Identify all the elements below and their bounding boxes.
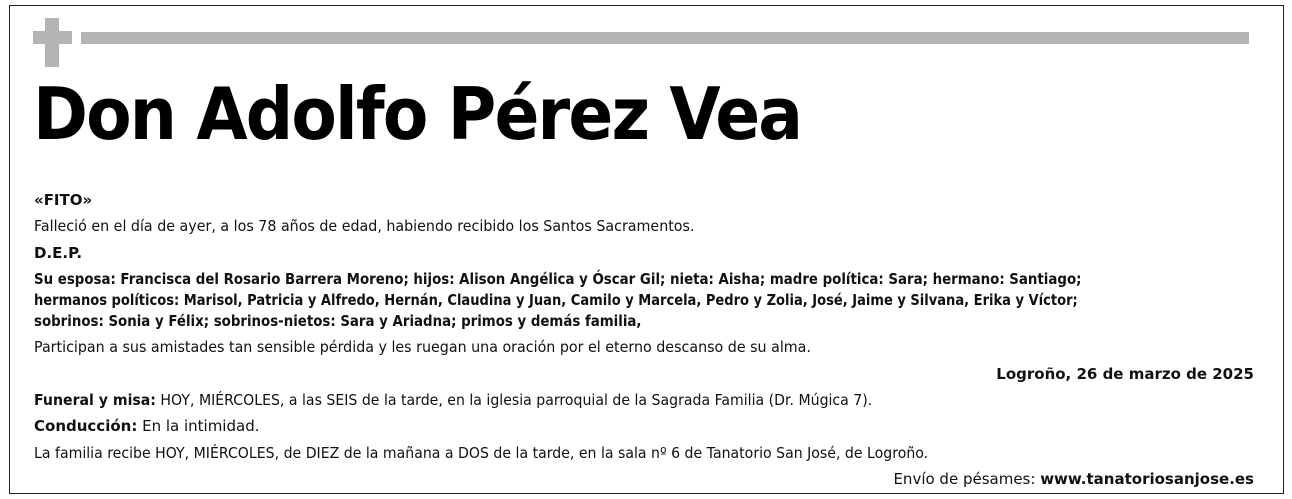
cross-icon-bar — [33, 31, 72, 44]
conduction-info — [34, 416, 259, 436]
reception-info: La familia recibe HOY, MIÉRCOLES, de DIEZ de la mañana a DOS de la tarde, en la sala nº 6 de Tanatorio San José, de Logroño. — [34, 444, 929, 462]
conduction-label: Conducción: — [34, 417, 138, 435]
family-line-1: Su esposa: Francisca del Rosario Barrera Moreno; hijos: Alison Angélica y Óscar Gil; nieta: Aisha; madre política: Sara; hermano: Santiago; — [34, 270, 1082, 288]
dep-label: D.E.P. — [34, 244, 83, 262]
family-line-3: sobrinos: Sonia y Félix; sobrinos-nietos: Sara y Ariadna; primos y demás familia, — [34, 312, 642, 330]
condolences — [893, 469, 1254, 489]
header-rule — [81, 32, 1249, 44]
conduction-text: En la intimidad. — [137, 417, 260, 435]
deceased-name: Don Adolfo Pérez Vea — [33, 72, 802, 156]
funeral-info — [34, 390, 872, 410]
funeral-text: HOY, MIÉRCOLES, a las SEIS de la tarde, en la iglesia parroquial de la Sagrada Familia (Dr. Múgica 7). — [155, 391, 873, 409]
death-notice: Falleció en el día de ayer, a los 78 años de edad, habiendo recibido los Santos Sacramentos. — [34, 217, 695, 235]
condolences-label: Envío de pésames: — [893, 470, 1041, 488]
family-line-2: hermanos políticos: Marisol, Patricia y Alfredo, Hernán, Claudina y Juan, Camilo y Marcela, Pedro y Zolia, José, Jaime y Silvana, Erika y Víctor; — [34, 291, 1078, 309]
place-date: Logroño, 26 de marzo de 2025 — [996, 365, 1254, 383]
nickname: «FITO» — [34, 191, 93, 209]
condolences-link[interactable]: www.tanatoriosanjose.es — [1040, 470, 1254, 488]
announcement: Participan a sus amistades tan sensible pérdida y les ruegan una oración por el eterno descanso de su alma. — [34, 338, 811, 356]
funeral-label: Funeral y misa: — [34, 391, 156, 409]
